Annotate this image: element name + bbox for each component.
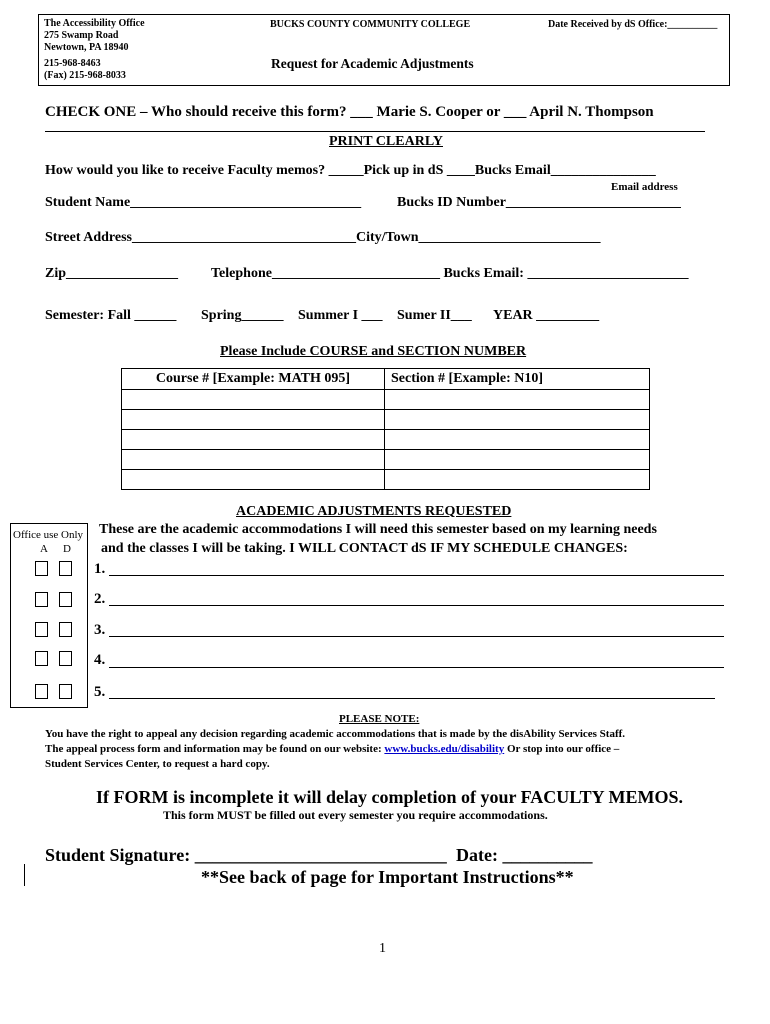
divider-line (45, 131, 705, 132)
incomplete-warning: If FORM is incomplete it will delay completion of your FACULTY MEMOS. (96, 787, 683, 807)
semester-spring-field[interactable]: Spring______ (201, 308, 284, 323)
office-use-title: Office use Only (13, 529, 84, 541)
section-cell[interactable] (385, 450, 650, 470)
must-fill-note: This form MUST be filled out every semester you require accommodations. (163, 808, 548, 822)
course-cell[interactable] (122, 390, 385, 410)
course-cell[interactable] (122, 470, 385, 490)
table-row (122, 390, 650, 410)
table-row (122, 410, 650, 430)
course-column-header: Course # [Example: MATH 095] (122, 369, 385, 390)
semester-year-field[interactable]: YEAR _________ (493, 308, 600, 323)
office-fax: (Fax) 215-968-8033 (44, 70, 126, 81)
office-street: 275 Swamp Road (44, 30, 119, 41)
item-number-2: 2. (94, 591, 106, 607)
adjustments-text-1: These are the academic accommodations I will need this semester based on my learning needs (99, 522, 657, 537)
note-line-2: The appeal process form and information may be found on our website: www.bucks.edu/disability Or stop into our office – (45, 743, 620, 755)
street-address-field[interactable]: Street Address________________________________City/Town__________________________ (45, 230, 601, 245)
section-cell[interactable] (385, 390, 650, 410)
section-cell[interactable] (385, 430, 650, 450)
margin-bar (24, 864, 25, 886)
item-number-5: 5. (94, 684, 106, 700)
zip-field[interactable]: Zip________________ (45, 266, 179, 281)
approve-checkbox-4[interactable] (35, 651, 48, 666)
semester-summer2-field[interactable]: Sumer II___ (397, 308, 472, 323)
approve-checkbox-2[interactable] (35, 592, 48, 607)
email-address-label: Email address (611, 181, 678, 193)
semester-summer1-field[interactable]: Summer I ___ (298, 308, 383, 323)
table-row (122, 470, 650, 490)
office-city: Newtown, PA 18940 (44, 42, 129, 53)
office-phone: 215-968-8463 (44, 58, 101, 69)
approve-checkbox-1[interactable] (35, 561, 48, 576)
deny-checkbox-1[interactable] (59, 561, 72, 576)
student-signature-field[interactable]: Student Signature: ____________________________ (45, 845, 447, 865)
item-line-1[interactable] (109, 575, 724, 576)
item-number-3: 3. (94, 622, 106, 638)
signature-date-field[interactable]: Date: __________ (456, 845, 593, 865)
table-row (122, 430, 650, 450)
college-name: BUCKS COUNTY COMMUNITY COLLEGE (270, 19, 471, 30)
deny-checkbox-4[interactable] (59, 651, 72, 666)
office-use-box (10, 523, 88, 708)
print-clearly-heading: PRINT CLEARLY (329, 134, 443, 149)
item-line-4[interactable] (109, 667, 724, 668)
course-cell[interactable] (122, 430, 385, 450)
deny-checkbox-2[interactable] (59, 592, 72, 607)
item-line-5[interactable] (109, 698, 715, 699)
approve-checkbox-5[interactable] (35, 684, 48, 699)
item-line-2[interactable] (109, 605, 724, 606)
form-title: Request for Academic Adjustments (271, 56, 474, 71)
date-received-field[interactable]: Date Received by dS Office:__________ (548, 19, 718, 30)
course-heading: Please Include COURSE and SECTION NUMBER (220, 344, 527, 359)
item-number-1: 1. (94, 561, 106, 577)
deny-checkbox-5[interactable] (59, 684, 72, 699)
adjustments-text-2: and the classes I will be taking. I WILL CONTACT dS IF MY SCHEDULE CHANGES: (101, 541, 628, 556)
student-name-field[interactable]: Student Name_________________________________ (45, 195, 362, 210)
see-back-note: **See back of page for Important Instructions** (201, 867, 574, 887)
course-cell[interactable] (122, 410, 385, 430)
item-line-3[interactable] (109, 636, 724, 637)
check-one-line[interactable]: CHECK ONE – Who should receive this form? ___ Marie S. Cooper or ___ April N. Thompson (45, 104, 654, 120)
section-cell[interactable] (385, 470, 650, 490)
note-line-1: You have the right to appeal any decision regarding academic accommodations that is made by the disAbility Services Staff. (45, 728, 626, 740)
note-line-3: Student Services Center, to request a hard copy. (45, 758, 270, 770)
deny-checkbox-3[interactable] (59, 622, 72, 637)
course-cell[interactable] (122, 450, 385, 470)
disability-website-link[interactable]: www.bucks.edu/disability (384, 743, 505, 755)
semester-fall-field[interactable]: Semester: Fall ______ (45, 308, 177, 323)
section-cell[interactable] (385, 410, 650, 430)
telephone-email-field[interactable]: Telephone________________________ Bucks Email: _______________________ (211, 266, 689, 281)
office-use-col-a: A (40, 543, 48, 555)
item-number-4: 4. (94, 652, 106, 668)
office-name: The Accessibility Office (44, 18, 145, 29)
bucks-id-field[interactable]: Bucks ID Number_________________________ (397, 195, 681, 210)
adjustments-heading: ACADEMIC ADJUSTMENTS REQUESTED (236, 504, 512, 519)
please-note-heading: PLEASE NOTE: (339, 713, 420, 725)
section-column-header: Section # [Example: N10] (385, 369, 650, 390)
table-row (122, 450, 650, 470)
office-use-col-d: D (63, 543, 71, 555)
approve-checkbox-3[interactable] (35, 622, 48, 637)
faculty-memos-field[interactable]: How would you like to receive Faculty memos? _____Pick up in dS ____Bucks Email_______________ (45, 163, 656, 178)
course-table (121, 368, 650, 490)
page-number: 1 (379, 941, 386, 956)
